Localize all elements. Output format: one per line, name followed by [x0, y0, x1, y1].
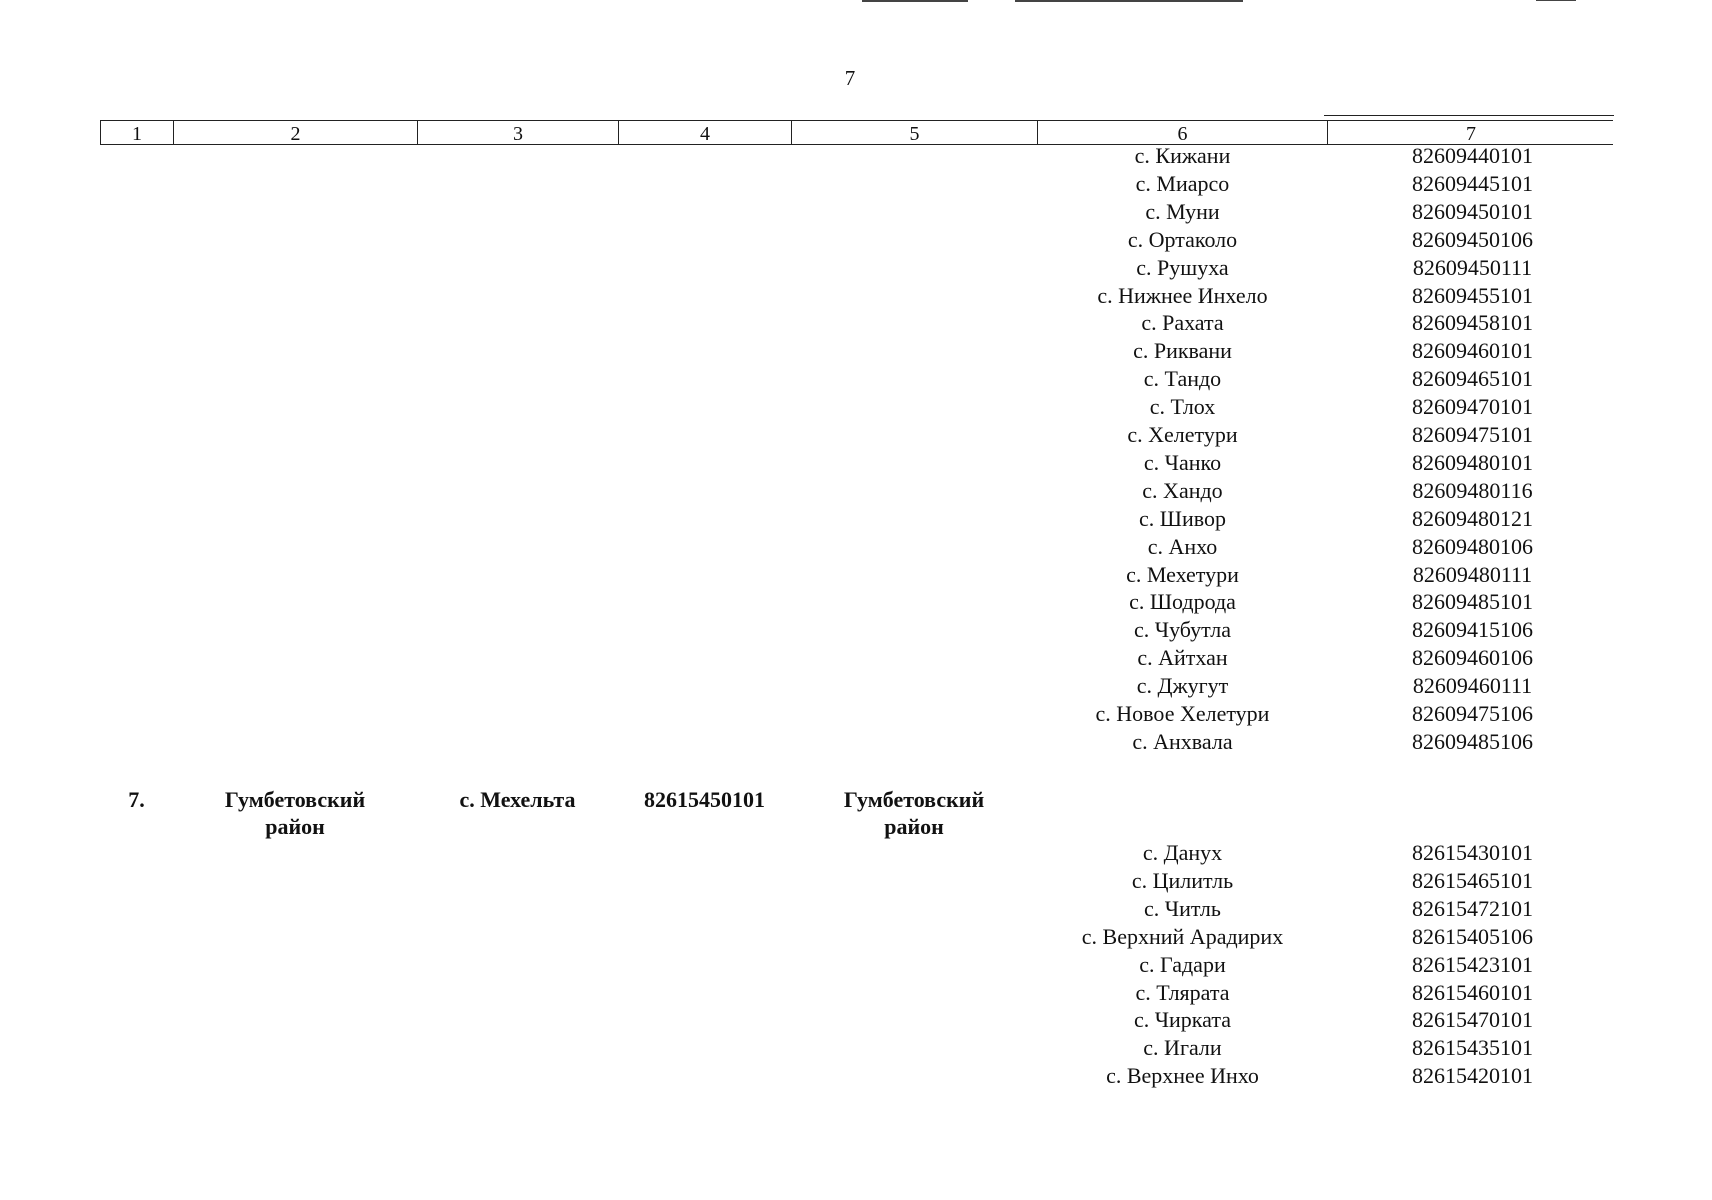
settlement-name: с. Чубутла [1134, 617, 1231, 643]
settlement-name: с. Хелетури [1127, 422, 1238, 447]
district-center: с. Мехельта [459, 787, 576, 812]
settlement-code: 82615460101 [1412, 979, 1533, 1005]
settlement-code: 82609460111 [1412, 673, 1533, 699]
settlement-name: с. Мехетури [1126, 561, 1239, 587]
settlement-name: с. Игали [1143, 1035, 1222, 1061]
settlement-code: 82609450106 [1412, 226, 1533, 252]
column-number-1: 1 [101, 121, 174, 145]
settlement-name: с. Чанко [1143, 449, 1222, 475]
settlement-name: с. Гадари [1139, 951, 1226, 977]
scan-mark [862, 0, 968, 2]
district-center-code: 82615450101 [644, 787, 765, 812]
district-row [100, 786, 1100, 846]
settlement-code: 82615405106 [1412, 923, 1533, 949]
settlement-name: с. Анхвала [1132, 728, 1233, 754]
district-name [173, 786, 417, 840]
settlement-name: с. Джугут [1136, 673, 1229, 699]
settlement-code: 82615472101 [1412, 895, 1533, 921]
settlement-name: с. Чирката [1133, 1007, 1232, 1033]
settlement-name: с. Тлох [1149, 394, 1216, 420]
column-number-7: 7 [1466, 123, 1476, 145]
settlement-name: с. Читль [1144, 895, 1221, 921]
settlement-code: 82609470101 [1412, 394, 1533, 420]
settlement-code: 82609480101 [1412, 449, 1533, 475]
settlement-code: 82609485101 [1412, 589, 1533, 615]
settlement-code: 82609450101 [1412, 198, 1533, 224]
header-top-rule [1324, 115, 1614, 116]
settlement-code: 82609485106 [1412, 728, 1533, 754]
column-number-3: 3 [418, 121, 619, 145]
settlement-name: с. Миарсо [1135, 170, 1230, 196]
settlement-name: с. Анхо [1147, 533, 1218, 559]
settlement-code: 82609480121 [1412, 505, 1533, 531]
settlement-name: с. Данух [1142, 840, 1223, 865]
municipality-name [791, 786, 1037, 840]
settlement-name: с. Ортаколо [1127, 226, 1238, 252]
settlement-code: 82615470101 [1412, 1007, 1533, 1033]
settlement-name: с. Айтхан [1137, 645, 1228, 671]
settlement-code: 82609475106 [1412, 701, 1533, 726]
district-name-line2: район [265, 814, 325, 839]
settlement-code: 82609475101 [1412, 422, 1533, 447]
settlement-name: с. Нижнее Инхело [1097, 282, 1268, 308]
settlement-code: 82615465101 [1412, 867, 1533, 893]
page-number: 7 [844, 66, 856, 90]
district-number: 7. [128, 787, 145, 812]
settlement-name: с. Хандо [1142, 477, 1223, 503]
column-number-5: 5 [792, 121, 1038, 145]
settlement-name: с. Муни [1145, 198, 1220, 224]
settlement-name: с. Шодрода [1129, 589, 1236, 615]
column-number-6: 6 [1038, 121, 1328, 145]
settlement-code: 82609480106 [1412, 533, 1533, 559]
settlement-name: с. Новое Хелетури [1095, 701, 1270, 726]
settlement-code: 82609480111 [1412, 561, 1533, 587]
scan-mark [1015, 0, 1243, 2]
municipality-name-line1: Гумбетовский [843, 787, 985, 812]
settlement-name: с. Кижани [1134, 143, 1231, 168]
settlement-code: 82609415106 [1412, 617, 1533, 643]
settlement-code: 82609455101 [1412, 282, 1533, 308]
settlement-code: 82609480116 [1412, 477, 1533, 503]
settlement-name: с. Верхний Арадирих [1081, 923, 1284, 949]
settlement-name: с. Цилитль [1131, 867, 1234, 893]
municipality-name-line2: район [884, 814, 944, 839]
column-number-2: 2 [174, 121, 418, 145]
settlement-name: с. Тлярата [1135, 979, 1230, 1005]
settlement-name: с. Верхнее Инхо [1106, 1063, 1259, 1089]
settlement-code: 82615435101 [1412, 1035, 1533, 1061]
settlement-code: 82609465101 [1412, 366, 1533, 392]
scan-mark [1536, 0, 1576, 1]
settlement-code: 82615423101 [1412, 951, 1533, 977]
district-name-line1: Гумбетовский [224, 787, 366, 812]
column-number-4: 4 [619, 121, 792, 145]
settlement-code: 82609440101 [1412, 143, 1533, 168]
settlement-name: с. Тандо [1143, 366, 1222, 392]
settlement-code: 82609458101 [1412, 310, 1533, 336]
settlement-code: 82609445101 [1412, 170, 1533, 196]
settlement-code: 82615420101 [1412, 1063, 1533, 1089]
settlement-name: с. Шивор [1139, 505, 1226, 531]
settlement-name: с. Рушуха [1136, 254, 1229, 280]
settlement-name: с. Рахата [1141, 310, 1224, 336]
settlement-name: с. Риквани [1133, 338, 1232, 364]
settlement-code: 82609460106 [1412, 645, 1533, 671]
settlement-code: 82609460101 [1412, 338, 1533, 364]
settlement-code: 82609450111 [1412, 254, 1533, 280]
settlement-code: 82615430101 [1412, 840, 1533, 865]
